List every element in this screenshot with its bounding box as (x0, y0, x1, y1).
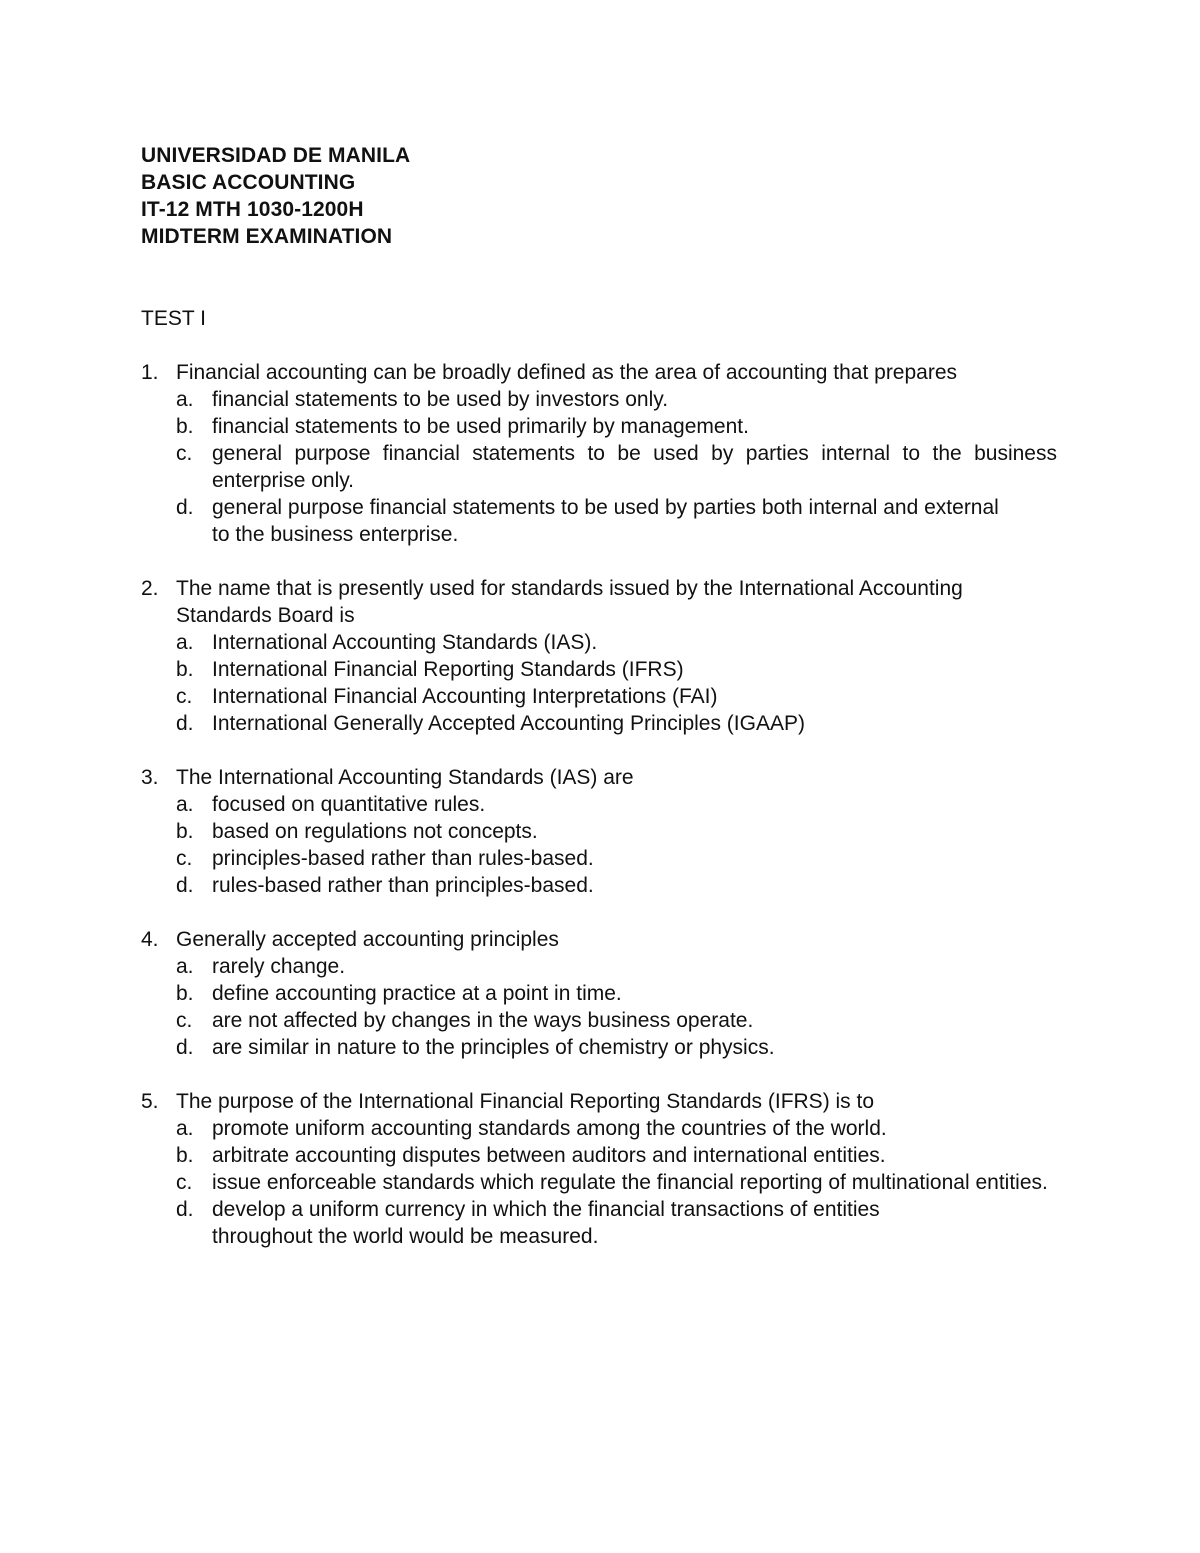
choice-text: International Financial Accounting Interpretations (FAI) (212, 685, 718, 708)
choice-letter: d. (176, 496, 194, 519)
choice-letter: a. (176, 388, 194, 411)
choice-letter: c. (176, 442, 193, 465)
choice-item (176, 1034, 1057, 1061)
choice-letter: b. (176, 982, 194, 1005)
choice-letter: a. (176, 955, 194, 978)
choice-item (176, 872, 1057, 899)
question-stem: Generally accepted accounting principles (176, 928, 559, 951)
choice-letter: d. (176, 712, 194, 735)
choice-item (176, 1115, 1057, 1142)
choice-letter: d. (176, 1198, 194, 1221)
choice-letter: c. (176, 1009, 193, 1032)
choice-text: International Financial Reporting Standards (IFRS) (212, 658, 684, 681)
choice-letter: a. (176, 793, 194, 816)
choice-item (176, 1142, 1057, 1169)
choice-list (141, 791, 1057, 899)
choice-text: based on regulations not concepts. (212, 820, 538, 843)
choice-item (176, 1169, 1057, 1196)
choice-text: define accounting practice at a point in time. (212, 982, 622, 1005)
choice-list (141, 386, 1057, 548)
choice-text: are similar in nature to the principles of chemistry or physics. (212, 1036, 775, 1059)
choice-item (176, 953, 1057, 980)
choice-item (176, 386, 1057, 413)
choice-text: financial statements to be used primarily by management. (212, 415, 749, 438)
choice-letter: a. (176, 1117, 194, 1140)
choice-text: rules-based rather than principles-based. (212, 874, 594, 897)
choice-letter: c. (176, 847, 193, 870)
question-list (141, 359, 1057, 1277)
document-header (141, 142, 841, 250)
test-title: TEST I (141, 307, 206, 330)
choice-text: International Accounting Standards (IAS). (212, 631, 598, 654)
question-stem: The International Accounting Standards (IAS) are (176, 766, 634, 789)
choice-text: principles-based rather than rules-based. (212, 847, 594, 870)
choice-letter: b. (176, 820, 194, 843)
class-schedule: IT-12 MTH 1030-1200H (141, 198, 364, 221)
choice-text: are not affected by changes in the ways business operate. (212, 1009, 754, 1032)
question-stem: The name that is presently used for standards issued by the International Accounting Standards Board is (176, 577, 963, 627)
choice-text: International Generally Accepted Accounting Principles (IGAAP) (212, 712, 805, 735)
question-stem: Financial accounting can be broadly defined as the area of accounting that prepares (176, 361, 958, 384)
choice-item (176, 845, 1057, 872)
choice-letter: b. (176, 1144, 194, 1167)
choice-item (176, 413, 1057, 440)
choice-letter: b. (176, 415, 194, 438)
choice-list (141, 1115, 1057, 1250)
choice-text: general purpose financial statements to be used by parties both internal and external to the business enterprise. (212, 496, 999, 546)
choice-text: issue enforceable standards which regulate the financial reporting of multinational entities. (212, 1171, 1048, 1194)
question-stem: The purpose of the International Financial Reporting Standards (IFRS) is to (176, 1090, 875, 1113)
question-item (141, 575, 1057, 737)
choice-item (176, 791, 1057, 818)
question-item (141, 1088, 1057, 1250)
choice-text: focused on quantitative rules. (212, 793, 486, 816)
question-number: 3. (141, 766, 159, 789)
choice-letter: c. (176, 685, 193, 708)
choice-letter: d. (176, 874, 194, 897)
choice-item (176, 494, 1057, 548)
choice-letter: a. (176, 631, 194, 654)
question-number: 4. (141, 928, 159, 951)
course-title: BASIC ACCOUNTING (141, 171, 356, 194)
choice-item (176, 1007, 1057, 1034)
choice-letter: b. (176, 658, 194, 681)
question-item (141, 926, 1057, 1061)
choice-list (141, 953, 1057, 1061)
exam-title: MIDTERM EXAMINATION (141, 225, 393, 248)
choice-item (176, 1196, 1057, 1250)
choice-text: financial statements to be used by investors only. (212, 388, 669, 411)
choice-item (176, 656, 1057, 683)
question-item (141, 764, 1057, 899)
university-name: UNIVERSIDAD DE MANILA (141, 144, 411, 167)
choice-item (176, 629, 1057, 656)
choice-item (176, 818, 1057, 845)
question-number: 2. (141, 577, 159, 600)
choice-item (176, 980, 1057, 1007)
question-number: 5. (141, 1090, 159, 1113)
choice-item (176, 683, 1057, 710)
choice-item (176, 440, 1057, 494)
choice-letter: c. (176, 1171, 193, 1194)
choice-list (141, 629, 1057, 737)
choice-text: arbitrate accounting disputes between auditors and international entities. (212, 1144, 886, 1167)
choice-text: develop a uniform currency in which the financial transactions of entities throughout the world would be measured. (212, 1198, 880, 1248)
choice-letter: d. (176, 1036, 194, 1059)
question-number: 1. (141, 361, 159, 384)
choice-text: general purpose financial statements to be used by parties internal to the business enterprise only. (212, 442, 1057, 492)
choice-text: rarely change. (212, 955, 346, 978)
choice-item (176, 710, 1057, 737)
question-item (141, 359, 1057, 548)
choice-text: promote uniform accounting standards among the countries of the world. (212, 1117, 887, 1140)
